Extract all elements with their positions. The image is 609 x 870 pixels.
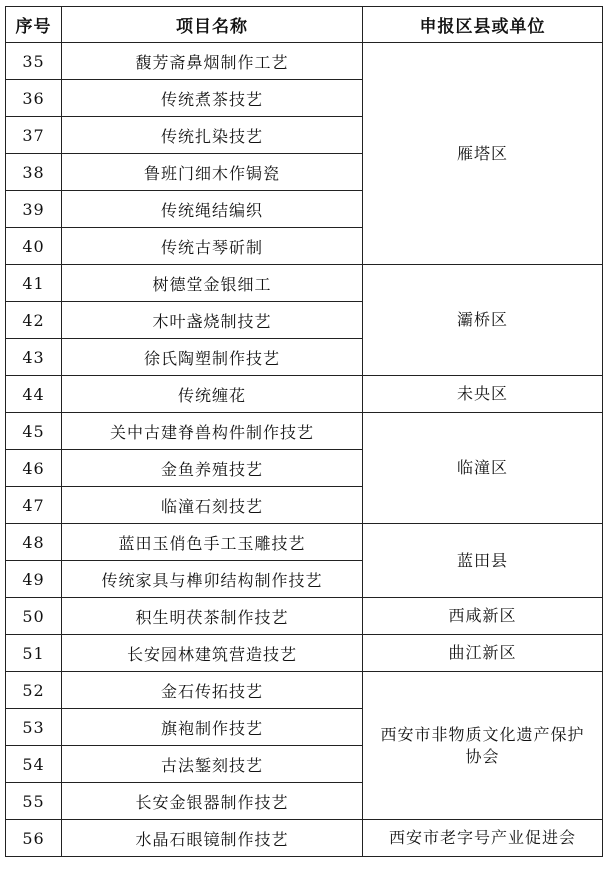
header-project-name: 项目名称 xyxy=(62,7,363,43)
row-project-name: 木叶盏烧制技艺 xyxy=(62,302,363,339)
table-row xyxy=(6,265,603,302)
table-row xyxy=(6,672,603,709)
row-serial-number: 51 xyxy=(6,635,62,672)
row-serial-number: 39 xyxy=(6,191,62,228)
header-district-or-unit: 申报区县或单位 xyxy=(363,7,603,43)
table-row xyxy=(6,820,603,857)
row-project-name: 徐氏陶塑制作技艺 xyxy=(62,339,363,376)
row-project-name: 水晶石眼镜制作技艺 xyxy=(62,820,363,857)
row-district-or-unit: 西安市老字号产业促进会 xyxy=(363,820,603,857)
row-serial-number: 37 xyxy=(6,117,62,154)
table-row xyxy=(6,43,603,80)
row-district-or-unit: 灞桥区 xyxy=(363,265,603,376)
row-serial-number: 48 xyxy=(6,524,62,561)
row-project-name: 传统家具与榫卯结构制作技艺 xyxy=(62,561,363,598)
row-project-name: 古法錾刻技艺 xyxy=(62,746,363,783)
row-serial-number: 38 xyxy=(6,154,62,191)
row-serial-number: 47 xyxy=(6,487,62,524)
header-serial-number: 序号 xyxy=(6,7,62,43)
row-serial-number: 43 xyxy=(6,339,62,376)
row-project-name: 金石传拓技艺 xyxy=(62,672,363,709)
row-serial-number: 45 xyxy=(6,413,62,450)
row-project-name: 临潼石刻技艺 xyxy=(62,487,363,524)
row-district-or-unit: 雁塔区 xyxy=(363,43,603,265)
row-district-or-unit: 西咸新区 xyxy=(363,598,603,635)
row-project-name: 传统缠花 xyxy=(62,376,363,413)
row-district-or-unit: 曲江新区 xyxy=(363,635,603,672)
row-serial-number: 49 xyxy=(6,561,62,598)
row-project-name: 旗袍制作技艺 xyxy=(62,709,363,746)
row-district-or-unit: 临潼区 xyxy=(363,413,603,524)
row-project-name: 长安园林建筑营造技艺 xyxy=(62,635,363,672)
row-project-name: 传统扎染技艺 xyxy=(62,117,363,154)
table-body xyxy=(6,43,603,857)
heritage-project-table xyxy=(5,6,603,857)
row-serial-number: 50 xyxy=(6,598,62,635)
table-header-row xyxy=(6,7,603,43)
table-row xyxy=(6,635,603,672)
row-project-name: 金鱼养殖技艺 xyxy=(62,450,363,487)
row-project-name: 树德堂金银细工 xyxy=(62,265,363,302)
table-row xyxy=(6,524,603,561)
table-row xyxy=(6,413,603,450)
table-row xyxy=(6,376,603,413)
row-serial-number: 40 xyxy=(6,228,62,265)
row-project-name: 积生明茯茶制作技艺 xyxy=(62,598,363,635)
row-serial-number: 56 xyxy=(6,820,62,857)
row-serial-number: 41 xyxy=(6,265,62,302)
row-project-name: 蓝田玉俏色手工玉雕技艺 xyxy=(62,524,363,561)
row-serial-number: 54 xyxy=(6,746,62,783)
table-row xyxy=(6,598,603,635)
row-district-or-unit: 蓝田县 xyxy=(363,524,603,598)
row-serial-number: 55 xyxy=(6,783,62,820)
row-serial-number: 53 xyxy=(6,709,62,746)
row-project-name: 传统绳结编织 xyxy=(62,191,363,228)
row-project-name: 传统古琴斫制 xyxy=(62,228,363,265)
row-serial-number: 36 xyxy=(6,80,62,117)
row-project-name: 关中古建脊兽构件制作技艺 xyxy=(62,413,363,450)
row-serial-number: 52 xyxy=(6,672,62,709)
row-serial-number: 42 xyxy=(6,302,62,339)
row-serial-number: 44 xyxy=(6,376,62,413)
row-project-name: 鲁班门细木作锔瓷 xyxy=(62,154,363,191)
row-project-name: 馥芳斋鼻烟制作工艺 xyxy=(62,43,363,80)
row-project-name: 长安金银器制作技艺 xyxy=(62,783,363,820)
row-project-name: 传统煮茶技艺 xyxy=(62,80,363,117)
row-serial-number: 46 xyxy=(6,450,62,487)
row-serial-number: 35 xyxy=(6,43,62,80)
row-district-or-unit: 西安市非物质文化遗产保护协会 xyxy=(363,672,603,820)
row-district-or-unit: 未央区 xyxy=(363,376,603,413)
